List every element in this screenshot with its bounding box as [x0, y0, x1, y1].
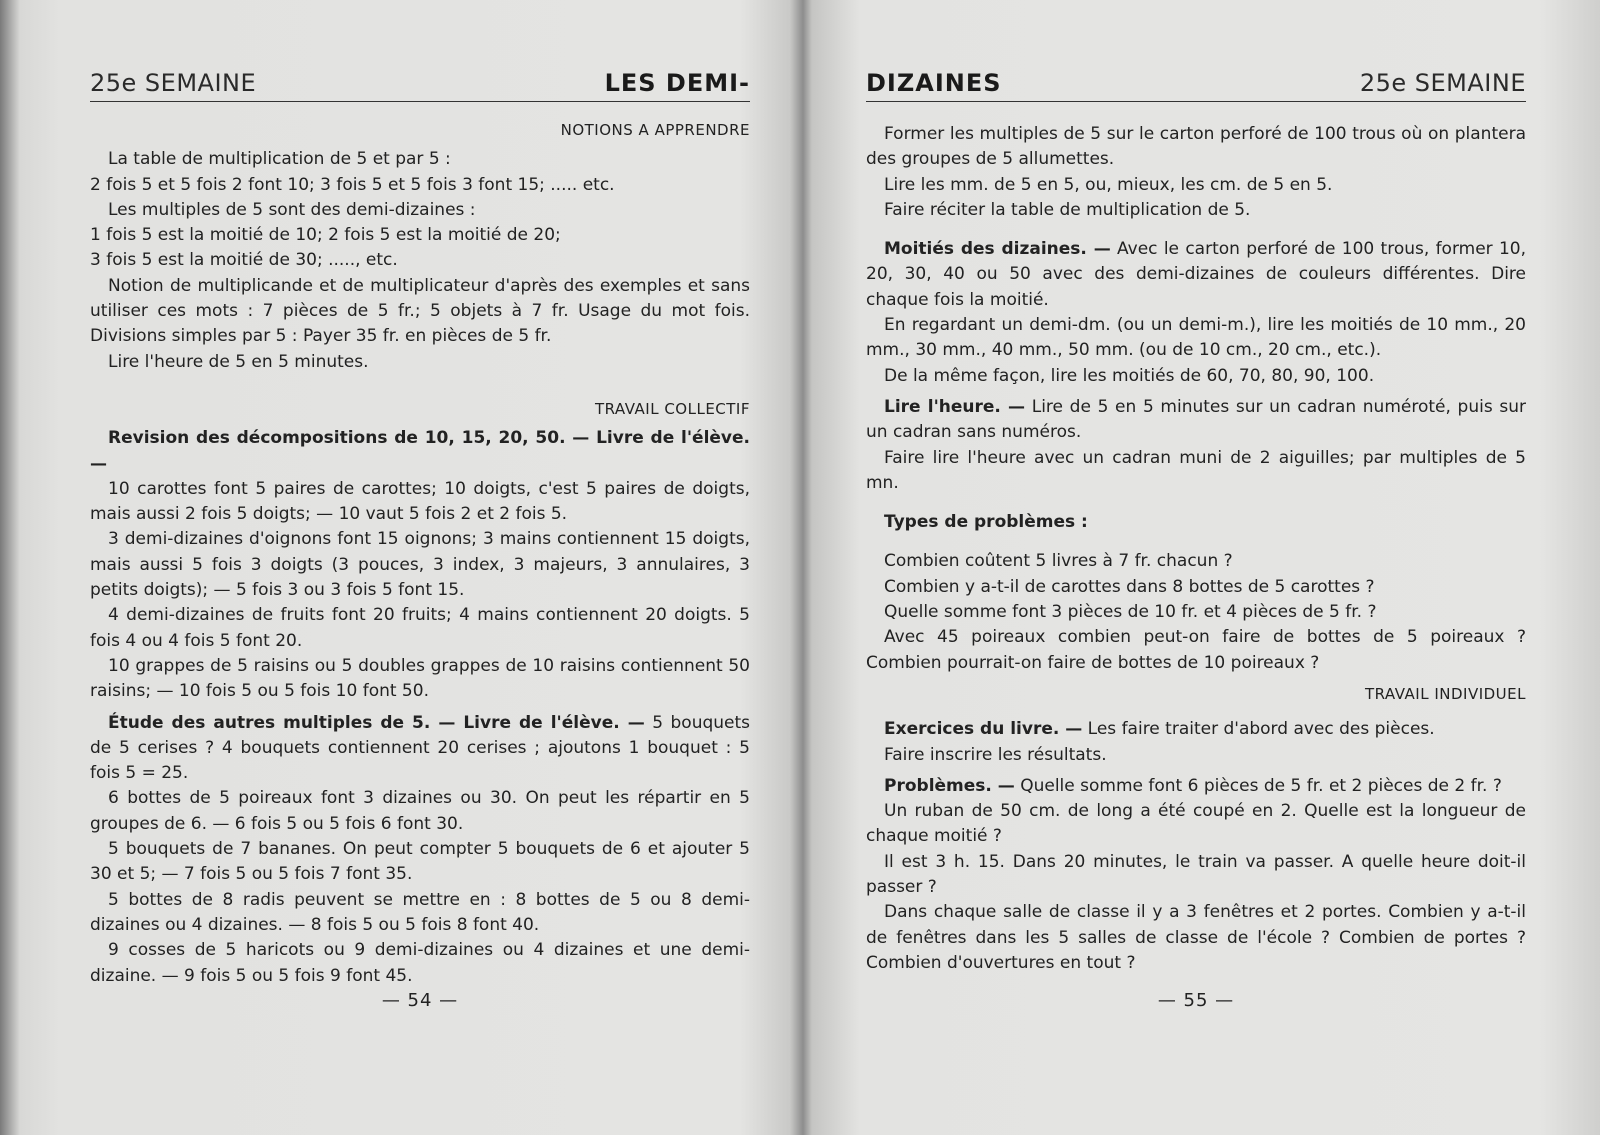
- revision-title-text: Revision des décompositions de 10, 15, 20, 50. — Livre de l'élève. —: [90, 428, 750, 474]
- problemes-text: Quelle somme font 6 pièces de 5 fr. et 2 pièces de 2 fr. ?: [1020, 775, 1502, 796]
- collectif-label: TRAVAIL COLLECTIF: [594, 399, 750, 418]
- notions-line: Notion de multiplicande et de multiplicateur d'après des exemples et sans utiliser ces mots : 7 pièces de 5 fr.; 5 objets à 7 fr. Usage du mot fois. Divisions simples par 5 : Payer 35 fr. en pièces de 5 fr.: [90, 275, 750, 347]
- right-header-title: DIZAINES: [866, 69, 1002, 97]
- notions-line: La table de multiplication de 5 et par 5 :: [108, 149, 451, 170]
- types-item: Avec 45 poireaux combien peut-on faire de bottes de 5 poireaux ? Combien pourrait-on faire de bottes de 10 poireaux ?: [866, 627, 1526, 673]
- heure-paragraph: Faire lire l'heure avec un cadran muni de 2 aiguilles; par multiples de 5 mn.: [866, 447, 1526, 493]
- types-item: Combien coûtent 5 livres à 7 fr. chacun ?: [884, 551, 1233, 572]
- revision-paragraph: 10 grappes de 5 raisins ou 5 doubles grappes de 10 raisins contiennent 50 raisins; — 10 fois 5 ou 5 fois 10 font 50.: [90, 655, 750, 702]
- types-item: Quelle somme font 3 pièces de 10 fr. et 4 pièces de 5 fr. ?: [884, 602, 1377, 623]
- moities-paragraph: De la même façon, lire les moitiés de 60, 70, 80, 90, 100.: [884, 365, 1375, 386]
- exercices-title: Exercices du livre. —: [884, 719, 1083, 740]
- notions-label: NOTIONS A APPRENDRE: [560, 121, 750, 139]
- exercices-paragraph: [866, 717, 1526, 742]
- etude-paragraph: 5 bottes de 8 radis peuvent se mettre en : 8 bottes de 5 ou 8 demi-dizaines ou 4 dizaines. — 8 fois 5 ou 5 fois 8 font 40.: [90, 889, 750, 935]
- right-page-number: — 55 —: [1157, 990, 1235, 1011]
- etude-paragraph: [90, 711, 750, 787]
- exercices-paragraph: Faire inscrire les résultats.: [884, 744, 1107, 765]
- right-page-header: [866, 60, 1526, 102]
- etude-paragraph: 5 bouquets de 7 bananes. On peut compter 5 bouquets de 6 et ajouter 5 30 et 5; — 7 fois 5 ou 5 fois 7 font 35.: [90, 839, 750, 885]
- revision-title: [90, 426, 750, 477]
- etude-paragraph: 6 bottes de 5 poireaux font 3 dizaines ou 30. On peut les répartir en 5 groupes de 6. — 6 fois 5 ou 5 fois 6 font 30.: [90, 788, 750, 834]
- etude-title: Étude des autres multiples de 5. — Livre de l'élève. —: [108, 712, 645, 733]
- exercices-text: Les faire traiter d'abord avec des pièces.: [1087, 719, 1435, 740]
- intro-paragraph: Faire réciter la table de multiplication de 5.: [884, 199, 1251, 220]
- etude-paragraph: 9 cosses de 5 haricots ou 9 demi-dizaines ou 4 dizaines et une demi-dizaine. — 9 fois 5 ou 5 fois 9 font 45.: [90, 940, 750, 986]
- intro-paragraph: Former les multiples de 5 sur le carton perforé de 100 trous où on plantera des groupes de 5 allumettes.: [866, 124, 1526, 170]
- types-item: Combien y a-t-il de carottes dans 8 bottes de 5 carottes ?: [884, 576, 1375, 597]
- notions-line: 1 fois 5 est la moitié de 10; 2 fois 5 est la moitié de 20;: [90, 225, 561, 246]
- heure-title: Lire l'heure. —: [884, 396, 1026, 417]
- notions-line: 3 fois 5 est la moitié de 30; ....., etc.: [90, 250, 398, 271]
- moities-paragraph: En regardant un demi-dm. (ou un demi-m.), lire les moitiés de 10 mm., 20 mm., 30 mm., 40 mm., 50 mm. (ou de 10 cm., 20 cm., etc.).: [866, 315, 1526, 361]
- left-header-title: LES DEMI-: [604, 69, 750, 97]
- types-title: [866, 510, 1526, 535]
- heure-paragraph: [866, 395, 1526, 446]
- types-title-text: Types de problèmes :: [884, 512, 1088, 533]
- left-page-content: [90, 118, 750, 989]
- problemes-paragraph: Dans chaque salle de classe il y a 3 fenêtres et 2 portes. Combien y a-t-il de fenêtres dans les 5 salles de classe de l'école ? Combien de portes ? Combien d'ouvertures en tout ?: [866, 902, 1526, 973]
- problemes-title: Problèmes. —: [884, 775, 1015, 796]
- moities-title: Moitiés des dizaines. —: [884, 239, 1111, 260]
- moities-paragraph: [866, 237, 1526, 313]
- problemes-paragraph: Il est 3 h. 15. Dans 20 minutes, le train va passer. A quelle heure doit-il passer ?: [866, 851, 1526, 898]
- problemes-paragraph: Un ruban de 50 cm. de long a été coupé en 2. Quelle est la longueur de chaque moitié ?: [866, 801, 1526, 847]
- revision-paragraph: 10 carottes font 5 paires de carottes; 10 doigts, c'est 5 paires de doigts, mais aussi 2 fois 5 doigts; — 10 vaut 5 fois 2 et 2 fois 5.: [90, 478, 750, 525]
- moities-text: Avec le carton perforé de 100 trous, former 10, 20, 30, 40 ou 50 avec des demi-dizaines de couleurs différentes. Dire chaque fois la moitié.: [866, 239, 1527, 310]
- revision-paragraph: 4 demi-dizaines de fruits font 20 fruits; 4 mains contiennent 20 doigts. 5 fois 4 ou 4 fois 5 font 20.: [90, 605, 750, 651]
- left-page-number: — 54 —: [381, 990, 459, 1011]
- notions-line: Lire l'heure de 5 en 5 minutes.: [108, 351, 369, 372]
- notions-line: 2 fois 5 et 5 fois 2 font 10; 3 fois 5 et 5 fois 3 font 15; ..... etc.: [90, 174, 615, 195]
- etude-intro: 5 bouquets de 5 cerises ? 4 bouquets contiennent 20 cerises ; ajoutons 1 bouquet : 5 fois 5 = 25.: [90, 712, 751, 784]
- individuel-label: TRAVAIL INDIVIDUEL: [1364, 684, 1526, 703]
- problemes-paragraph: [866, 774, 1526, 799]
- heure-text: Lire de 5 en 5 minutes sur un cadran numéroté, puis sur un cadran sans numéros.: [866, 396, 1526, 443]
- revision-paragraph: 3 demi-dizaines d'oignons font 15 oignons; 3 mains contiennent 15 doigts, mais aussi 5 fois 3 doigts (3 pouces, 3 index, 3 majeurs, 3 annulaires, 3 petits doigts); — 5 fois 3 ou 3 fois 5 font 15.: [90, 529, 750, 601]
- right-page: [866, 0, 1526, 1135]
- right-page-content: [866, 122, 1526, 976]
- left-header-week: 25e SEMAINE: [90, 69, 257, 97]
- intro-paragraph: Lire les mm. de 5 en 5, ou, mieux, les cm. de 5 en 5.: [884, 174, 1333, 195]
- left-page-header: [90, 60, 750, 102]
- left-page: [90, 0, 750, 1135]
- notions-line: Les multiples de 5 sont des demi-dizaines :: [108, 199, 476, 220]
- right-header-week: 25e SEMAINE: [1359, 69, 1526, 97]
